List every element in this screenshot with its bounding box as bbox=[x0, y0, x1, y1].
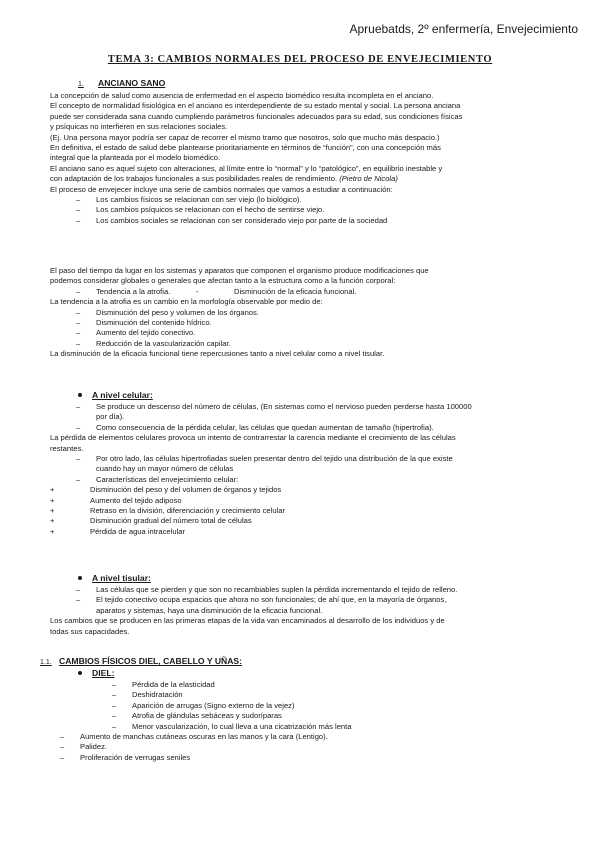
paragraph: La concepción de salud como ausencia de enfermedad en el aspecto biomédico resulta incompleta en el anciano. bbox=[50, 91, 434, 100]
list-item: – Por otro lado, las células hipertrofiadas suelen presentar dentro del tejido una distribución de la que existe bbox=[76, 454, 453, 464]
paragraph: El anciano sano es aquel sujeto con alteraciones, al límite entre lo “normal” y lo “patológico”, en equilibrio inestable y bbox=[50, 163, 443, 173]
list-item-continuation: aparatos y sistemas, haya una disminución de la eficacia funcional. bbox=[96, 605, 323, 615]
paragraph: El concepto de normalidad fisiológica en el anciano es interdependiente de su estado mental y social. La persona anciana bbox=[50, 101, 461, 111]
section-1-1-heading: 1.1. CAMBIOS FÍSICOS DIEL, CABELLO Y UÑAS: bbox=[40, 656, 243, 666]
list-item: – Los cambios psíquicos se relacionan con el hecho de sentirse viejo. bbox=[76, 205, 325, 215]
paragraph: integral que la planteada por el modelo biomédico. bbox=[50, 153, 221, 163]
paragraph: (Ej. Una persona mayor podría ser capaz de recorrer el mismo tramo que nosotros, solo que mucho más despacio.) bbox=[50, 132, 440, 142]
plus-list-item: + Pérdida de agua intracelular bbox=[50, 526, 185, 536]
paragraph: El proceso de envejecer incluye una serie de cambios normales que vamos a estudiar a continuación: bbox=[50, 184, 393, 194]
bullet-icon bbox=[78, 393, 82, 397]
tisular-heading: A nivel tisular: bbox=[78, 573, 600, 583]
tisular-body bbox=[50, 585, 560, 637]
list-item: – Pérdida de la elasticidad bbox=[112, 680, 215, 689]
celular-heading: A nivel celular: bbox=[78, 390, 600, 400]
paragraph: La disminución de la eficacia funcional tiene repercusiones tanto a nivel celular como a nivel tisular. bbox=[50, 349, 385, 359]
list-item: – Las células que se pierden y que son no recambiables suplen la pérdida incrementando el tejido de relleno. bbox=[76, 585, 458, 594]
list-item-continuation: cuando hay un mayor número de células bbox=[96, 464, 234, 474]
celular-body bbox=[50, 402, 560, 537]
list-item: – Aparición de arrugas (Signo externo de la vejez) bbox=[112, 700, 295, 710]
paragraph: La tendencia a la atrofia es un cambio en la morfología observable por medio de: bbox=[50, 297, 323, 307]
paragraph: La pérdida de elementos celulares provoca un intento de contrarrestar la carencia mediante el crecimiento de las células bbox=[50, 433, 456, 443]
list-item-continuation: por día). bbox=[96, 412, 125, 422]
time-paragraph-block bbox=[50, 266, 560, 360]
plus-list-item: + Disminución gradual del número total de células bbox=[50, 516, 252, 526]
bullet-icon bbox=[78, 576, 82, 580]
plus-list-item: + Retraso en la división, diferenciación y crecimiento celular bbox=[50, 506, 285, 516]
paragraph: y psíquicas no interfieren en sus relaciones sociales. bbox=[50, 122, 228, 132]
list-item: – Reducción de la vascularización capilar. bbox=[76, 338, 231, 348]
list-item: – Los cambios sociales se relacionan con ser considerado viejo por parte de la sociedad bbox=[76, 215, 388, 225]
list-item: – Disminución del contenido hídrico. bbox=[76, 318, 212, 328]
list-item: – Características del envejecimiento celular: bbox=[76, 474, 239, 484]
plus-list-item: + Aumento del tejido adiposo bbox=[50, 495, 182, 505]
citation: (Pietro de Nicola) bbox=[339, 174, 398, 184]
section-1-1-body bbox=[50, 680, 560, 763]
list-item: – Aumento de manchas cutáneas oscuras en las manos y la cara (Lentigo). bbox=[60, 732, 328, 742]
list-item: – Disminución del peso y volumen de los órganos. bbox=[76, 307, 259, 317]
tendencies-row: – Tendencia a la atrofia. - Disminución de la eficacia funcional. bbox=[76, 286, 357, 296]
list-item: – Aumento del tejido conectivo. bbox=[76, 328, 196, 338]
list-item: – Se produce un descenso del número de células, (En sistemas como el nervioso pueden perderse hasta 100000 bbox=[76, 402, 472, 411]
paragraph: En definitiva, el estado de salud debe plantearse prioritariamente en términos de “función”, con una concepción más bbox=[50, 143, 441, 153]
bullet-icon bbox=[78, 671, 82, 675]
section-1-body bbox=[50, 91, 560, 226]
paragraph: El paso del tiempo da lugar en los sistemas y aparatos que componen el organismo produce modificaciones que bbox=[50, 266, 429, 275]
page-header: Apruebatds, 2º enfermería, Envejecimiento bbox=[349, 22, 578, 36]
document-title: TEMA 3: CAMBIOS NORMALES DEL PROCESO DE ENVEJECIMIENTO bbox=[107, 54, 493, 65]
paragraph: Los cambios que se producen en las primeras etapas de la vida van encaminados al desarrollo de los individuos y de bbox=[50, 616, 445, 626]
list-item: – Los cambios físicos se relacionan con ser viejo (lo biológico). bbox=[76, 195, 302, 205]
list-item: – Deshidratación bbox=[112, 690, 183, 700]
list-item: – Palidez. bbox=[60, 742, 108, 752]
paragraph: puede ser considerada sana cuando cumpliendo parámetros funcionales adecuados para su edad, sus condiciones físicas bbox=[50, 111, 463, 121]
list-item: – Menor vascularización, lo cual lleva a una cicatrización más lenta bbox=[112, 721, 352, 731]
section-1-heading: 1. ANCIANO SANO bbox=[78, 78, 166, 88]
list-item: – Atrofia de glándulas sebáceas y sudoríparas bbox=[112, 711, 282, 721]
paragraph: podemos considerar globales o generales que afectan tanto a la estructura como a la función corporal: bbox=[50, 276, 396, 286]
list-item: – El tejido conectivo ocupa espacios que ahora no son funcionales; de ahí que, en la mayoría de órganos, bbox=[76, 595, 447, 605]
paragraph: todas sus capacidades. bbox=[50, 626, 130, 636]
list-item: – Proliferación de verrugas seniles bbox=[60, 752, 191, 762]
plus-list-item: + Disminución del peso y del volumen de órganos y tejidos bbox=[50, 485, 282, 495]
list-item: – Como consecuencia de la pérdida celular, las células que quedan aumentan de tamaño (hipertrofia). bbox=[76, 422, 434, 432]
diel-heading: DIEL: bbox=[78, 668, 600, 678]
paragraph: restantes. bbox=[50, 443, 84, 453]
paragraph: con adaptación de los trabajos funcionales a sus posibilidades reales de rendimiento. (Pietro de Nicola) bbox=[50, 174, 398, 184]
